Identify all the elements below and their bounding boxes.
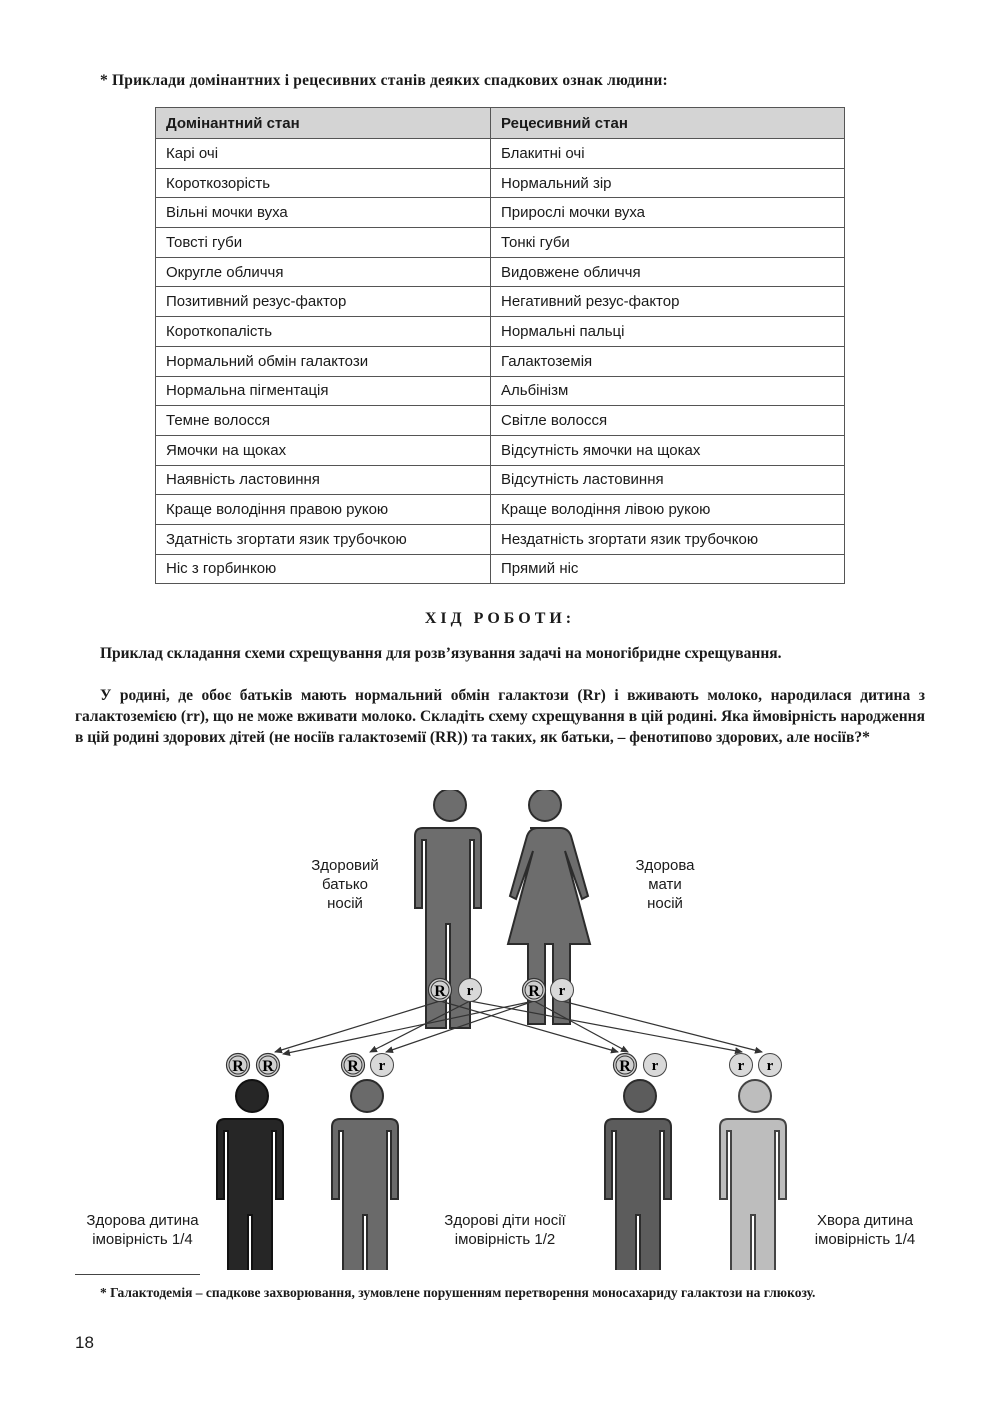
table-row: [156, 317, 845, 347]
recessive-trait-cell: Прямий ніс: [491, 554, 845, 584]
page-number: 18: [75, 1333, 94, 1352]
dominant-trait-cell: Здатність згортати язик трубочкою: [156, 524, 491, 554]
child-carrier-figure: [332, 1080, 398, 1270]
recessive-trait-cell: Видовжене обличчя: [491, 257, 845, 287]
table-row: [156, 495, 845, 525]
section-heading: ХІД РОБОТИ:: [424, 610, 576, 627]
table-row: [156, 139, 845, 169]
dominant-trait-cell: Нормальна пігментація: [156, 376, 491, 406]
dominant-trait-cell: Ямочки на щоках: [156, 435, 491, 465]
dominant-trait-cell: Позитивний резус-фактор: [156, 287, 491, 317]
mother-label: Здорова мати носій: [635, 857, 695, 912]
table-header-row: [156, 108, 845, 139]
table-row: [156, 465, 845, 495]
child3-genotype: [614, 1054, 667, 1077]
inheritance-arrows: [275, 1001, 762, 1054]
dominant-trait-cell: Наявність ластовиння: [156, 465, 491, 495]
recessive-trait-cell: Альбінізм: [491, 376, 845, 406]
allele-r: r: [651, 1058, 659, 1074]
dominant-trait-cell: Карі очі: [156, 139, 491, 169]
allele-r: r: [558, 983, 566, 999]
dominant-trait-cell: Товсті губи: [156, 228, 491, 258]
table-row: [156, 346, 845, 376]
dominant-trait-cell: Округле обличчя: [156, 257, 491, 287]
allele-R: R: [232, 1058, 244, 1075]
dominant-trait-cell: Краще володіння правою рукою: [156, 495, 491, 525]
dominant-trait-cell: Нормальний обмін галактози: [156, 346, 491, 376]
dominant-trait-cell: Короткопалість: [156, 317, 491, 347]
child-healthy-label: Здорова дитина імовірність 1/4: [86, 1212, 199, 1248]
table-row: [156, 287, 845, 317]
table-row: [156, 524, 845, 554]
child4-genotype: [730, 1054, 782, 1077]
paragraph-example: Приклад складання схеми схрещування для розв’язування задачі на моногібридне схрещування.: [100, 645, 782, 662]
dominant-trait-cell: Вільні мочки вуха: [156, 198, 491, 228]
recessive-trait-cell: Блакитні очі: [491, 139, 845, 169]
intro-text: * Приклади домінантних і рецесивних станів деяких спадкових ознак людини:: [100, 72, 668, 89]
footnote-divider: [75, 1274, 200, 1275]
allele-R: R: [347, 1058, 359, 1075]
mother-genotype: [523, 979, 574, 1002]
allele-R: R: [434, 983, 446, 1000]
dominant-trait-cell: Короткозорість: [156, 168, 491, 198]
father-label: Здоровий батько носій: [311, 857, 379, 912]
footnote: * Галактодемія – спадкове захворювання, зумовлене порушенням перетворення моносахариду галактози на глюкозу.: [100, 1285, 816, 1300]
child-carriers-label: Здорові діти носії імовірність 1/2: [444, 1212, 566, 1248]
child-carrier-figure: [605, 1080, 671, 1270]
allele-r: r: [378, 1058, 386, 1074]
cross-diagram: [0, 790, 1000, 1270]
recessive-trait-cell: Негативний резус-фактор: [491, 287, 845, 317]
recessive-trait-cell: Відсутність ямочки на щоках: [491, 435, 845, 465]
recessive-trait-cell: Галактоземія: [491, 346, 845, 376]
recessive-trait-cell: Світле волосся: [491, 406, 845, 436]
header-dominant: Домінантний стан: [156, 108, 491, 139]
paragraph-task: У родині, де обоє батьків мають нормальний обмін галактози (Rr) і вживають молоко, народилася дитина з галактоземією (rr), що не може вживати молоко. Складіть схему схрещування в цій родині. Яка ймовірність народження в цій родині здорових дітей (не носіїв галактоземії (RR)) та таких, як батьки, – фенотипово здорових, але носіїв?*: [75, 687, 925, 746]
recessive-trait-cell: Нездатність згортати язик трубочкою: [491, 524, 845, 554]
table-row: [156, 198, 845, 228]
traits-table: [155, 107, 845, 584]
allele-R: R: [262, 1058, 274, 1075]
dominant-trait-cell: Темне волосся: [156, 406, 491, 436]
table-row: [156, 168, 845, 198]
table-row: [156, 554, 845, 584]
child-homozygous-dominant-figure: [217, 1080, 283, 1270]
recessive-trait-cell: Краще володіння лівою рукою: [491, 495, 845, 525]
allele-R: R: [528, 983, 540, 1000]
recessive-trait-cell: Нормальний зір: [491, 168, 845, 198]
table-row: [156, 228, 845, 258]
table-row: [156, 406, 845, 436]
recessive-trait-cell: Нормальні пальці: [491, 317, 845, 347]
allele-R: R: [619, 1058, 631, 1075]
allele-r: r: [737, 1058, 745, 1074]
mother-figure: [508, 790, 590, 1024]
table-row: [156, 435, 845, 465]
child1-genotype: [227, 1054, 280, 1077]
table-row: [156, 376, 845, 406]
child-sick-label: Хвора дитина імовірність 1/4: [814, 1212, 916, 1248]
child-recessive-figure: [720, 1080, 786, 1270]
allele-r: r: [466, 983, 474, 999]
allele-r: r: [766, 1058, 774, 1074]
header-recessive: Рецесивний стан: [491, 108, 845, 139]
recessive-trait-cell: Тонкі губи: [491, 228, 845, 258]
recessive-trait-cell: Прирослі мочки вуха: [491, 198, 845, 228]
recessive-trait-cell: Відсутність ластовиння: [491, 465, 845, 495]
table-row: [156, 257, 845, 287]
child2-genotype: [342, 1054, 394, 1077]
dominant-trait-cell: Ніс з горбинкою: [156, 554, 491, 584]
